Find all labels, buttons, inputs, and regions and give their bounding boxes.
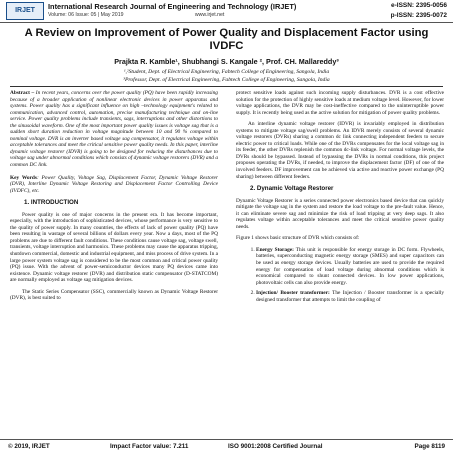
section-heading-dvr: 2. Dynamic Voltage Restorer — [250, 185, 334, 193]
affiliation-professor: ³Professor, Dept. of Electrical Engineering, Fabtech College of Engineering, Sangola, India — [123, 77, 330, 83]
left-column — [10, 90, 218, 307]
author-list: Prajkta R. Kamble¹, Shubhangi S. Kangale ², Prof. CH. Mallareddy³ — [114, 57, 339, 66]
paragraph-dvr-protection: protect sensitive loads against such incoming supply disturbances. DVR is a cost effective solution for the protection of highly sensitive loads at medium voltage level. However, for lower voltage applications, the DVR may be cost-ineffective compared to the uninterruptible power supply. It is recently being used as the active solution for mitigation of power quality problems. — [236, 90, 444, 116]
affiliation-students: ¹,²Student, Dept. of Electrical Engineering, Fabtech College of Engineering, Sangola, India — [123, 69, 330, 75]
dvr-component-list — [236, 247, 444, 303]
abstract-label: Abstract – — [10, 90, 35, 96]
introduction-paragraph-1: Power quality is one of major concerns in the present era. It has become important, especially, with the introduction of sophisticated devices, whose performance is very sensitive to the quality of power supply. In many countries, the effects of lack of power quality (PQ) have been resulting in wastage of several billions of dollars every year. Now a days, most of the PQ problems are due to different fault conditions. These conditions cause voltage sag, voltage swell, transients, voltage interruption and harmonics. These problems may cause the apparatus tripping, shutdown commercial, domestic and industrial equipment, and miss process of drive system. In a large power system voltage sag is considered to be the most common and critical power quality (PQ) issue. With the advent of power-semiconductor devices many PQ devices came into existence. Dynamic voltage restorer (DVR) and distribution static compensator (D-STATCOM) are normally employed as voltage sag mitigation devices. — [10, 211, 218, 284]
list-item-label: Injection/ Booster transformer: — [256, 290, 330, 297]
list-item-text: The Injection / Booster transformer is a specially designed transformer that attempts to limit the coupling of — [256, 290, 444, 303]
footer-iso: ISO 9001:2008 Certified Journal — [228, 443, 323, 450]
paragraph-dvr-definition: Dynamic Voltage Restorer is a series connected power electronics based device that can quickly mitigate the voltage sag in the system and restore the load voltage to the pre-fault value. Hence, it can eliminate severe sag and minimize the risk of load tripping at very deep sags. It also regulates voltage within acceptable tolerances and meet the critical sensitive power quality needs. — [236, 197, 444, 230]
e-issn: e-ISSN: 2395-0056 — [390, 2, 447, 9]
keywords-text: : Power Quality, Voltage Sag, Displacement Factor, Dynamic Voltage Restorer (DVR), Interline Dynamic Voltage Restoring and Displacement Factor Controlling Device (IVDFC), etc. — [10, 174, 218, 194]
list-item-text: This unit is responsible for energy storage in DC form. Flywheels, batteries, superconducting magnetic energy storage (SMES) and super capacitors can be used as energy storage devices. Usually batteries are used to provide the required energy for compensation of load voltage during abnormal conditions which is economical compared to shunt connected devices. In low power applications, photovoltaic cells can also provide energy. — [256, 246, 445, 286]
introduction-paragraph-2: The Static Series Compensator (SSC), commercially known as Dynamic Voltage Restorer (DVR), is best suited to — [10, 288, 218, 302]
title-separator — [10, 86, 443, 87]
keywords-label: Key Words — [10, 174, 37, 181]
keywords — [10, 175, 218, 195]
p-issn: p-ISSN: 2395-0072 — [390, 12, 447, 19]
irjet-logo: IRJET — [6, 2, 44, 20]
volume-info — [48, 12, 224, 18]
paper-title: A Review on Improvement of Power Quality and Displacement Factor using IVDFC — [24, 27, 429, 52]
journal-website[interactable]: www.irjet.net — [194, 12, 225, 18]
section-heading-introduction: 1. INTRODUCTION — [24, 199, 79, 207]
footer-page-number: Page 8119 — [414, 443, 445, 450]
paragraph-idvr: An interline dynamic voltage restorer (IDVR) is invariably employed in distribution systems to mitigate voltage sag/swell problems. An IDVR merely consists of several dynamic voltage restorers (DVRs) sharing a common dc link connecting independent feeders to secure electric power to critical loads. While one of the DVRs compensates for the local voltage sag in its feeder, the other DVRs replenish the common dc-link voltage. For normal voltage levels, the DVRs should be bypassed. Instead of bypassing the DVRs in normal conditions, this project proposes operating the DVRs, if needed, to improve the displacement factor (DF) of one of the involved feeders. DF improvement can be achieved via active and reactive power exchange (PQ sharing) between different feeders. — [236, 121, 444, 180]
list-item — [256, 247, 444, 286]
journal-header — [0, 0, 453, 23]
page-footer — [0, 439, 453, 454]
abstract-text: In recent years, concerns over the power quality (PQ) have been rapidly increasing because of a broader application of nonlinear electronic devices in power apparatus and systems. Power quality has a significant influence on high –technology equipment's related to communication, advanced control, automation, precise manufacturing technique and on-line service. Power quality problems include transients, sags, interruptions and other distortions to the sinusoidal waveform. One of the most important power quality issues is voltage sag that is a sudden short duration reduction in voltage magnitude between 10 and 90 % compared to nominal voltage. DVR is an inverter based voltage sag compensator, it regulates voltage within acceptable tolerances and meet the critical sensitive power quality needs. In this paper, interline dynamic voltage restorer (IDVR) is going to be designed for reducing the disturbances due to voltage sag under abnormal conditions which consists of dynamic voltage restorers (DVR) and a common DC link. — [10, 90, 218, 169]
paragraph-figure-reference: Figure 1 shows basic structure of DVR which consists of: — [236, 235, 360, 242]
list-item — [256, 290, 444, 303]
right-column — [236, 90, 444, 307]
footer-impact-factor: Impact Factor value: 7.211 — [110, 443, 189, 450]
list-item-label: Energy Storage: — [256, 246, 294, 253]
abstract — [10, 90, 218, 169]
footer-copyright: © 2019, IRJET — [8, 443, 50, 450]
volume-issue: Volume: 06 Issue: 05 | May 2019 — [48, 12, 124, 18]
journal-name: International Research Journal of Engineering and Technology (IRJET) — [48, 2, 297, 11]
